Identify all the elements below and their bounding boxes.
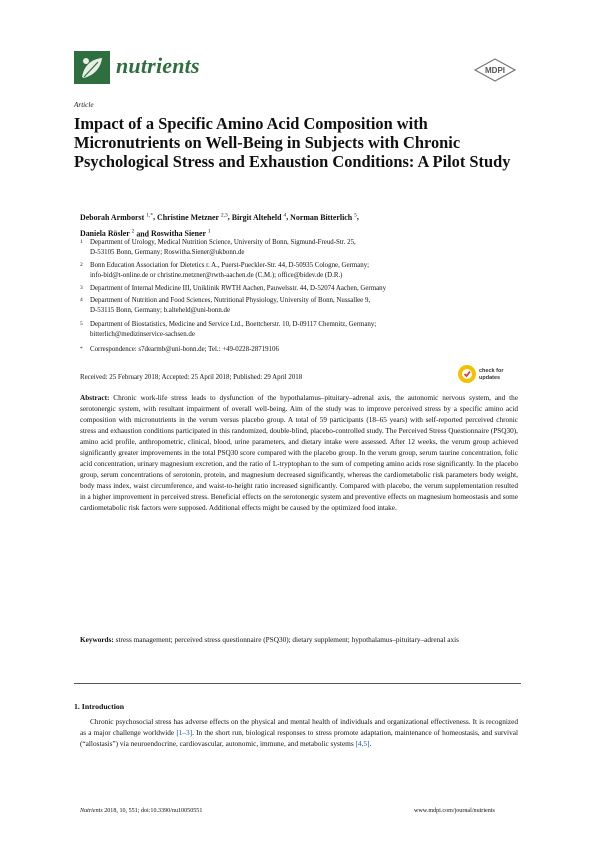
publication-dates: Received: 25 February 2018; Accepted: 25 April 2018; Published: 29 April 2018 — [80, 374, 303, 381]
section-divider — [74, 683, 521, 684]
introduction-paragraph: Chronic psychosocial stress has adverse effects on the physical and mental health of individuals and organizational effectiveness. It is recognized as a major challenge worldwide [1–3]. In the short run, biological responses to stress promote adaptation, maintenance of homeostasis, and survival (“allostasis”) via neuroendocrine, cardiovascular, autonomic, immune, and metabolic systems [4,5]. — [80, 717, 518, 749]
affiliation: 3 Department of Internal Medicine III, Uniklinik RWTH Aachen, Pauwelsstr. 44, D-52074 Aachen, Germany — [80, 285, 387, 292]
publisher-name: MDPI — [485, 66, 505, 75]
correspondence: * Correspondence: s7dearmb@uni-bonn.de; Tel.: +49-0228-28719106 — [80, 346, 279, 353]
section-heading: 1. Introduction — [74, 702, 125, 711]
journal-name: nutrients — [116, 53, 200, 78]
check-for-updates-badge[interactable] — [457, 363, 517, 385]
author: Norman Bitterlich $^5$ — [290, 212, 357, 222]
affiliation: 1 Department of Urology, Medical Nutrition Science, University of Bonn, Sigmund-Freud-Str. 25, D-53105 Bonn, Germany; Roswitha.Siener@ukbonn.de — [80, 239, 356, 256]
author: Daniela Rösler $^2$ — [80, 228, 135, 239]
abstract-text: Chronic work-life stress leads to dysfunction of the hypothalamus–pituitary–adrenal axis, the autonomic nervous system, and the serotonergic system, with resultant impairment of overall well-being. Aim of the study was to improve perceived stress by a specific amino acid composition with micronutrients in the verum versus placebo group. A total of 59 participants (18–65 years) with self-reported perceived chronic stress and exhaustion conditions participated in this randomized, double-blind, placebo-controlled study. The Perceived Stress Questionnaire (PSQ30), amino acid profile, anthropometric, clinical, blood, urine parameters, and dietary intake were assessed. After 12 weeks, the verum group achieved significantly greater improvements in the total PSQ30 score compared with the placebo group. In the verum group, serum taurine concentration, folic acid concentration, urinary magnesium excretion, and the ratio of L-tryptophan to the sum of competing amino acids rose significantly. In the placebo group, serum concentrations of serotonin, protein, and magnesium decreased significantly, whereas the cardiometabolic risk parameters body weight, body mass index, waist circumference, and waist-to-height ratio increased significantly. Compared with placebo, the verum supplementation resulted in a higher improvement in perceived stress. Beneficial effects on the serotonergic system and preventive effects on magnesium homeostasis and some cardiometabolic risk factors were supposed. Additional effects might be caused by the optimized food intake. — [80, 394, 518, 513]
journal-logo-icon — [74, 51, 110, 84]
keywords-text: stress management; perceived stress questionnaire (PSQ30); dietary supplement; hypothalamus–pituitary–adrenal axis — [115, 636, 459, 644]
author: Birgit Alteheld $^4$ — [231, 212, 287, 222]
affiliation: 5 Department of Biostatistics, Medicine and Service Ltd., Boettcherstr. 10, D-09117 Chemnitz, Germany; bitterlich@medizinservice-sachsen.de — [80, 321, 377, 338]
footer-citation: Nutrients 2018, 10, 551; doi:10.3390/nu10050551 — [80, 808, 203, 814]
affiliation: 4 Department of Nutrition and Food Sciences, Nutritional Physiology, University of Bonn, Nussallee 9, D-53115 Bonn, Germany; b.alteheld@uni-bonn.de — [80, 297, 371, 314]
check-label-2: updates — [479, 375, 501, 381]
author-list: Deborah Armborst $^{1,*}$, Christine Metzner $^{2,3}$, Birgit Alteheld $^4$, Norman Bitterlich $^5$, Daniela Rösler $^2$ and Roswitha Siener $^1$ — [80, 212, 359, 239]
affiliation: 2 Bonn Education Association for Dietetics r. A., Puerst-Pueckler-Str. 44, D-50935 Cologne, Germany; info-bid@t-online.de or christine.metzner@rwth-aachen.de (C.M.); office@bidev.de (D.R.) — [80, 262, 370, 279]
author: Christine Metzner $^{2,3}$ — [157, 212, 228, 222]
author: Roswitha Siener $^1$ — [151, 228, 211, 239]
abstract-label: Abstract: — [80, 394, 110, 402]
article-type: Article — [74, 101, 94, 109]
abstract — [80, 393, 518, 515]
article-title: Impact of a Specific Amino Acid Composition with Micronutrients on Well-Being in Subjects with Chronic Psychological Stress and Exhaustion Conditions: A Pilot Study — [74, 114, 511, 172]
keywords-label: Keywords: — [80, 636, 114, 644]
mdpi-logo-icon — [473, 58, 517, 82]
citation-link[interactable]: [4,5] — [355, 739, 370, 749]
author: Deborah Armborst $^{1,*}$ — [80, 212, 154, 222]
check-label-1: check for — [479, 368, 504, 374]
footer-url[interactable]: www.mdpi.com/journal/nutrients — [414, 808, 495, 814]
keywords — [80, 635, 518, 646]
citation-link[interactable]: [1–3] — [176, 728, 193, 738]
